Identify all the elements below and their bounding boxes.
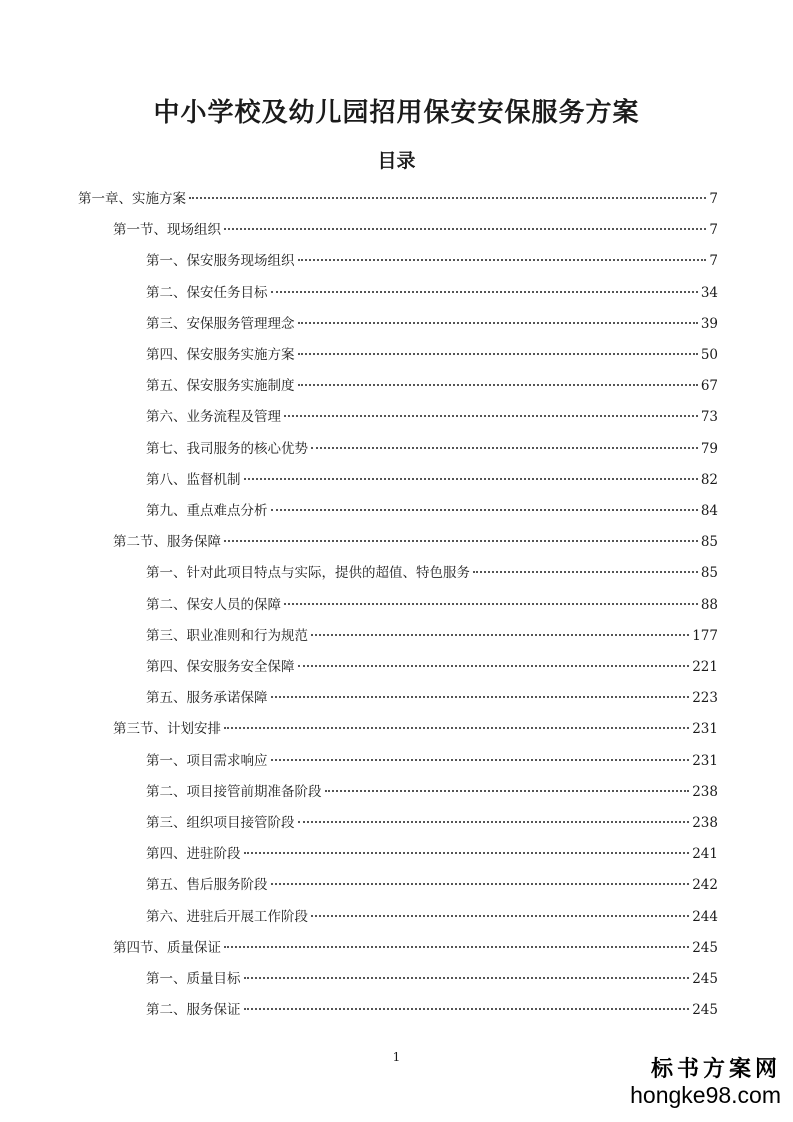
toc-entry-page: 50 <box>700 347 718 363</box>
toc-entry[interactable] <box>146 405 718 429</box>
toc-entry-page: 221 <box>692 659 718 675</box>
toc-entry[interactable] <box>146 655 718 679</box>
toc-entry-label: 第六、业务流程及管理 <box>146 409 281 426</box>
toc-dot-leader <box>224 946 689 948</box>
toc-entry-page: 85 <box>700 534 718 551</box>
toc-entry[interactable] <box>146 749 718 773</box>
watermark-brand-cn: 标书方案网 <box>650 1056 781 1081</box>
toc-entry-page: 39 <box>700 315 718 332</box>
toc-dot-leader <box>298 259 707 261</box>
toc-entry-label: 第一、质量目标 <box>146 971 241 987</box>
toc-entry-label: 第四、进驻阶段 <box>146 846 241 863</box>
toc-heading: 目录 <box>377 150 416 172</box>
toc-entry-label: 第一节、现场组织 <box>113 222 221 239</box>
toc-entry[interactable] <box>146 249 718 273</box>
toc-entry-label: 第六、进驻后开展工作阶段 <box>146 908 308 925</box>
toc-dot-leader <box>284 415 698 417</box>
toc-entry-page: 88 <box>700 596 718 613</box>
toc-entry-page: 34 <box>700 284 718 301</box>
toc-dot-leader <box>271 696 690 698</box>
toc-entry-page: 245 <box>692 971 718 987</box>
toc-entry-page: 82 <box>700 471 718 488</box>
toc-entry-page: 223 <box>692 690 718 707</box>
toc-entry-label: 第一、针对此项目特点与实际，提供的超值、特色服务 <box>146 565 470 582</box>
toc-dot-leader <box>298 665 690 667</box>
toc-entry[interactable] <box>146 281 718 305</box>
toc-entry[interactable] <box>78 187 718 211</box>
toc-entry[interactable] <box>146 561 718 585</box>
toc-dot-leader <box>325 790 690 792</box>
toc-entry[interactable] <box>146 811 718 835</box>
toc-entry-label: 第五、服务承诺保障 <box>146 690 268 707</box>
toc-dot-leader <box>311 634 689 636</box>
toc-entry-label: 第三、组织项目接管阶段 <box>146 815 295 831</box>
toc-entry[interactable] <box>146 780 718 804</box>
toc-dot-leader <box>244 478 698 480</box>
toc-entry-label: 第二、项目接管前期准备阶段 <box>146 783 322 800</box>
toc-entry[interactable] <box>146 593 718 617</box>
toc-entry[interactable] <box>146 343 718 367</box>
toc-entry-page: 79 <box>700 440 718 457</box>
toc-entry[interactable] <box>146 437 718 461</box>
toc-entry-label: 第一、保安服务现场组织 <box>146 253 295 270</box>
toc-entry-page: 231 <box>692 752 718 769</box>
toc-entry-label: 第九、重点难点分析 <box>146 503 268 519</box>
toc-entry-page: 85 <box>700 565 718 582</box>
toc-entry[interactable] <box>146 499 718 523</box>
toc-entry[interactable] <box>146 312 718 336</box>
toc-entry-label: 第二、保安人员的保障 <box>146 596 281 613</box>
page-number: 1 <box>392 1050 401 1064</box>
toc-entry-label: 第三节、计划安排 <box>113 721 221 738</box>
toc-entry-page: 73 <box>700 409 718 426</box>
toc-entry-page: 7 <box>709 222 718 239</box>
toc-entry-page: 177 <box>692 627 718 644</box>
toc-entry-page: 245 <box>692 1002 718 1019</box>
toc-entry[interactable] <box>146 468 718 492</box>
toc-entry-page: 231 <box>692 721 718 738</box>
toc-dot-leader <box>189 197 706 199</box>
toc-entry[interactable] <box>146 873 718 897</box>
toc-entry[interactable] <box>113 218 718 242</box>
toc-dot-leader <box>311 915 689 917</box>
toc-entry-page: 238 <box>692 815 718 831</box>
toc-dot-leader <box>244 977 690 979</box>
toc-entry[interactable] <box>146 374 718 398</box>
toc-entry-page: 245 <box>692 939 718 956</box>
toc-entry[interactable] <box>113 717 718 741</box>
toc-entry-label: 第七、我司服务的核心优势 <box>146 440 308 457</box>
toc-dot-leader <box>284 603 698 605</box>
toc-entry[interactable] <box>146 686 718 710</box>
toc-entry[interactable] <box>146 905 718 929</box>
watermark-domain: hongke98.com <box>630 1082 781 1108</box>
toc-entry-page: 238 <box>692 783 718 800</box>
toc-entry[interactable] <box>146 967 718 991</box>
toc-entry-page: 7 <box>709 191 718 207</box>
toc-entry-page: 242 <box>692 877 718 894</box>
toc-dot-leader <box>271 759 690 761</box>
toc-entry-label: 第二、保安任务目标 <box>146 284 268 301</box>
toc-entry-label: 第四、保安服务实施方案 <box>146 347 295 363</box>
toc-entry-page: 67 <box>700 378 718 395</box>
toc-entry-label: 第一章、实施方案 <box>78 191 186 207</box>
document-title: 中小学校及幼儿园招用保安安保服务方案 <box>153 98 640 128</box>
toc-entry-page: 241 <box>692 846 718 863</box>
toc-entry[interactable] <box>113 530 718 554</box>
toc-dot-leader <box>298 384 698 386</box>
toc-entry-page: 7 <box>709 253 718 270</box>
toc-entry-label: 第五、保安服务实施制度 <box>146 378 295 395</box>
toc-entry-page: 244 <box>692 908 718 925</box>
toc-dot-leader <box>473 571 698 573</box>
toc-entry[interactable] <box>146 998 718 1022</box>
toc-dot-leader <box>271 291 698 293</box>
toc-entry-label: 第四节、质量保证 <box>113 939 221 956</box>
toc-dot-leader <box>271 509 698 511</box>
toc-entry-label: 第五、售后服务阶段 <box>146 877 268 894</box>
toc-entry[interactable] <box>146 842 718 866</box>
toc-dot-leader <box>224 727 689 729</box>
toc-entry-label: 第四、保安服务安全保障 <box>146 659 295 675</box>
toc-dot-leader <box>271 883 690 885</box>
toc-dot-leader <box>311 447 698 449</box>
toc-entry-label: 第二节、服务保障 <box>113 534 221 551</box>
toc-dot-leader <box>298 821 690 823</box>
toc-dot-leader <box>224 228 706 230</box>
toc-entry[interactable] <box>113 936 718 960</box>
toc-dot-leader <box>244 852 690 854</box>
toc-entry-label: 第一、项目需求响应 <box>146 752 268 769</box>
toc-entry[interactable] <box>146 624 718 648</box>
toc-entry-label: 第八、监督机制 <box>146 471 241 488</box>
toc-entry-label: 第三、职业准则和行为规范 <box>146 627 308 644</box>
toc-dot-leader <box>224 540 698 542</box>
toc-entry-label: 第二、服务保证 <box>146 1002 241 1019</box>
toc-dot-leader <box>298 322 698 324</box>
toc-dot-leader <box>298 353 698 355</box>
toc-entry-page: 84 <box>700 503 718 519</box>
watermark-logo <box>630 1056 781 1108</box>
toc-entry-label: 第三、安保服务管理理念 <box>146 315 295 332</box>
toc-dot-leader <box>244 1008 690 1010</box>
